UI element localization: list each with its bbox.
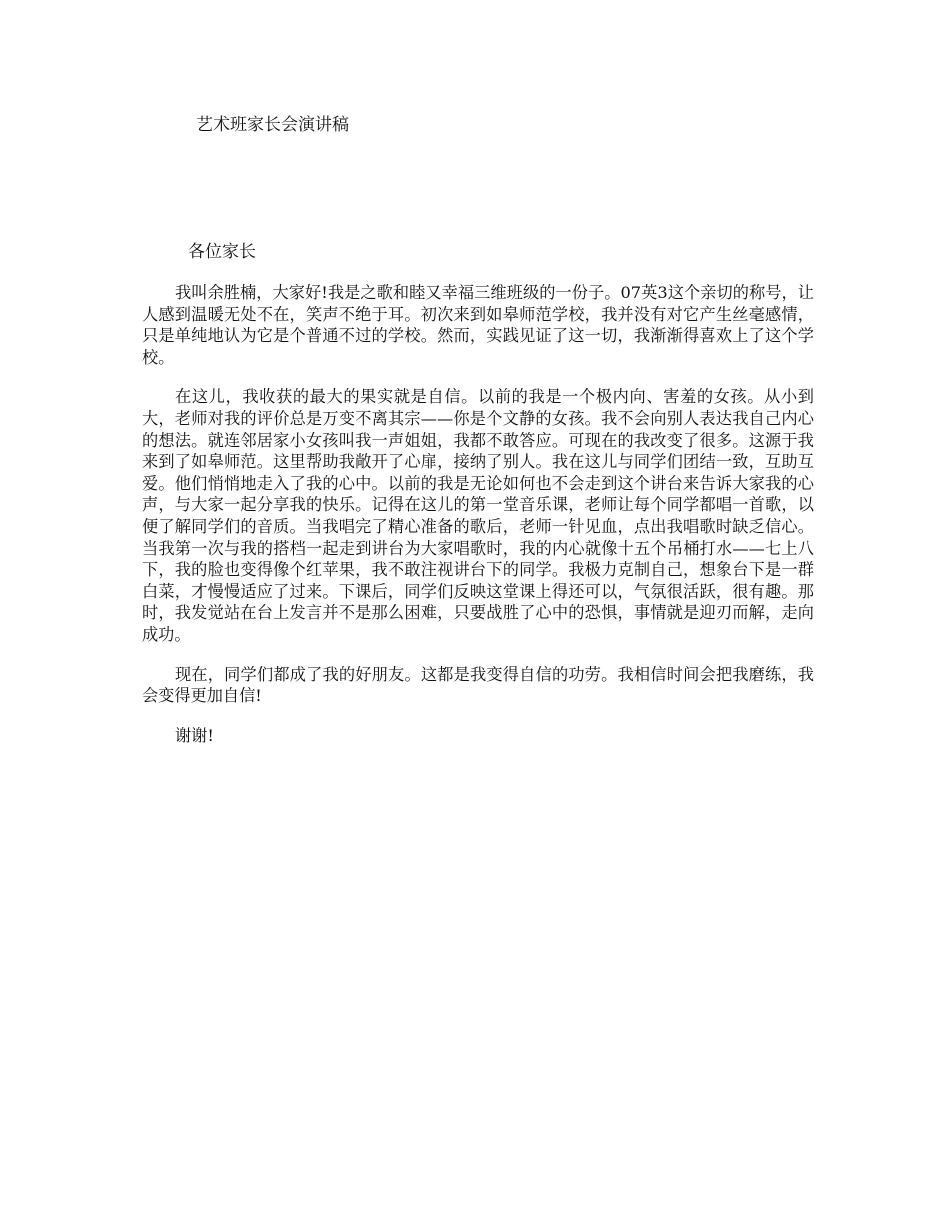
paragraph-confidence: 在这儿，我收获的最大的果实就是自信。以前的我是一个极内向、害羞的女孩。从小到大，老师对我的评价总是万变不离其宗——你是个文静的女孩。我不会向别人表达我自己内心的想法。就连邻居家小女孩叫我一声姐姐，我都不敢答应。可现在的我改变了很多。这源于我来到了如皋师范。这里帮助我敞开了心扉，接纳了别人。我在这儿与同学们团结一致，互助互爱。他们悄悄地走入了我的心中。以前的我是无论如何也不会走到这个讲台来告诉大家我的心声，与大家一起分享我的快乐。记得在这儿的第一堂音乐课，老师让每个同学都唱一首歌，以便了解同学们的音质。当我唱完了精心准备的歌后，老师一针见血，点出我唱歌时缺乏信心。当我第一次与我的搭档一起走到讲台为大家唱歌时，我的内心就像十五个吊桶打水——七上八下，我的脸也变得像个红苹果，我不敢注视讲台下的同学。我极力克制自己，想象台下是一群白菜，才慢慢适应了过来。下课后，同学们反映这堂课上得还可以，气氛很活跃，很有趣。那时，我发觉站在台上发言并不是那么困难，只要战胜了心中的恐惧，事情就是迎刃而解，走向成功。 xyxy=(142,387,814,644)
speech-body xyxy=(142,282,814,764)
salutation: 各位家长 xyxy=(188,242,256,262)
paragraph-introduction: 我叫余胜楠，大家好!我是之歌和睦又幸福三维班级的一份子。07英3这个亲切的称号，让人感到温暖无处不在，笑声不绝于耳。初次来到如皋师范学校，我并没有对它产生丝毫感情，只是单纯地认为它是个普通不过的学校。然而，实践见证了这一切，我渐渐得喜欢上了这个学校。 xyxy=(142,283,814,367)
paragraph-friends: 现在，同学们都成了我的好朋友。这都是我变得自信的功劳。我相信时间会把我磨练，我会变得更加自信! xyxy=(142,664,814,706)
paragraph-thanks: 谢谢! xyxy=(175,725,214,745)
document-title: 艺术班家长会演讲稿 xyxy=(196,115,349,135)
